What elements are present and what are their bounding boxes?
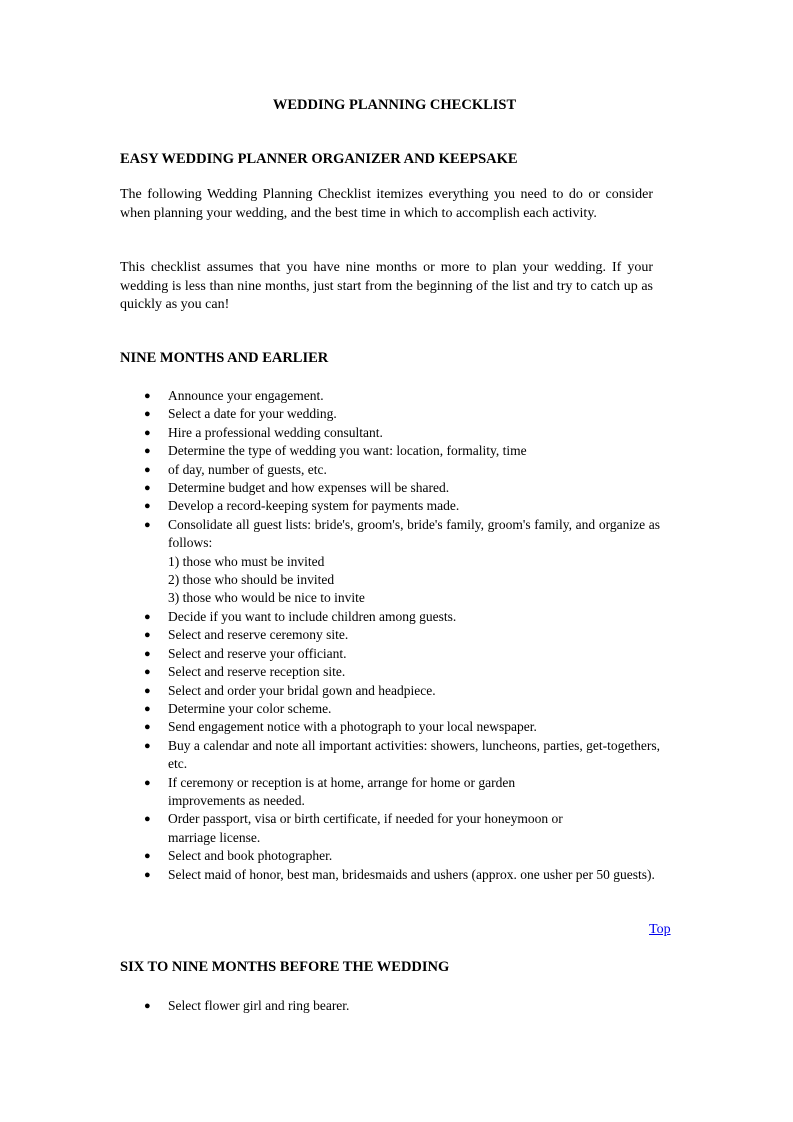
checklist-item <box>120 866 660 884</box>
checklist-item-text: Select and reserve reception site. <box>168 664 346 680</box>
bullet-icon: ● <box>144 702 151 715</box>
checklist-item <box>120 682 660 700</box>
bullet-icon: ● <box>144 721 151 734</box>
section-heading-six-to-nine-months: SIX TO NINE MONTHS BEFORE THE WEDDING <box>120 959 450 975</box>
checklist-item <box>120 997 660 1015</box>
checklist-item-text: Determine the type of wedding you want: location, formality, time <box>168 443 527 459</box>
checklist-nine-months <box>120 387 660 884</box>
checklist-item <box>120 810 660 847</box>
checklist-item <box>120 442 660 460</box>
checklist-item-text: Send engagement notice with a photograph to your local newspaper. <box>168 719 537 735</box>
bullet-icon: ● <box>144 518 151 531</box>
checklist-item-text: Select and book photographer. <box>168 848 333 864</box>
checklist-item <box>120 608 660 626</box>
bullet-icon: ● <box>144 739 151 752</box>
checklist-item <box>120 847 660 865</box>
checklist-item-text: marriage license. <box>168 829 261 845</box>
bullet-icon: ● <box>144 850 151 863</box>
checklist-item <box>120 663 660 681</box>
bullet-icon: ● <box>144 629 151 642</box>
bullet-icon: ● <box>144 868 151 881</box>
checklist-item-text: Consolidate all guest lists: bride's, groom's, bride's family, groom's family, and organize as follows: <box>168 516 660 551</box>
bullet-icon: ● <box>144 813 151 826</box>
bullet-icon: ● <box>144 776 151 789</box>
checklist-item <box>120 626 660 644</box>
checklist-six-to-nine-months <box>120 997 660 1015</box>
checklist-item-text: 2) those who should be invited <box>168 572 335 588</box>
bullet-icon: ● <box>144 408 151 421</box>
bullet-icon: ● <box>144 647 151 660</box>
checklist-item <box>120 737 660 774</box>
checklist-item <box>120 645 660 663</box>
document-subtitle: EASY WEDDING PLANNER ORGANIZER AND KEEPSAKE <box>120 151 518 167</box>
intro-paragraph-1 <box>120 186 653 223</box>
checklist-item-text: Determine your color scheme. <box>168 700 332 716</box>
checklist-item-text: Select and reserve ceremony site. <box>168 627 349 643</box>
checklist-item-text: Select a date for your wedding. <box>168 406 337 422</box>
bullet-icon: ● <box>144 684 151 697</box>
bullet-icon: ● <box>144 445 151 458</box>
bullet-icon: ● <box>144 610 151 623</box>
bullet-icon: ● <box>144 482 151 495</box>
checklist-item <box>120 479 660 497</box>
bullet-icon: ● <box>144 463 151 476</box>
document-title: WEDDING PLANNING CHECKLIST <box>272 97 517 113</box>
checklist-item-text: Buy a calendar and note all important activities: showers, luncheons, parties, get-togethers, etc. <box>168 737 660 772</box>
checklist-item-text: Determine budget and how expenses will be shared. <box>168 480 450 496</box>
checklist-item-text: Order passport, visa or birth certificate, if needed for your honeymoon or <box>168 811 563 827</box>
checklist-item <box>120 461 660 479</box>
intro-paragraph-2-text: This checklist assumes that you have nine months or more to plan your wedding. If your wedding is less than nine months, just start from the beginning of the list and try to catch up as quickly as you can! <box>120 260 653 312</box>
checklist-item <box>120 424 660 442</box>
checklist-item-text: improvements as needed. <box>168 792 305 808</box>
checklist-item-text: Select maid of honor, best man, bridesmaids and ushers (approx. one usher per 50 guests). <box>168 866 655 882</box>
intro-paragraph-1-text: The following Wedding Planning Checklist itemizes everything you need to do or consider when planning your wedding, and the best time in which to accomplish each activity. <box>120 187 653 221</box>
bullet-icon: ● <box>144 390 151 402</box>
bullet-icon: ● <box>144 500 151 513</box>
checklist-item-text: Decide if you want to include children among guests. <box>168 608 457 624</box>
top-link[interactable]: Top <box>649 922 671 937</box>
checklist-item <box>120 516 660 608</box>
bullet-icon: ● <box>144 666 151 679</box>
checklist-item-text: Select and order your bridal gown and headpiece. <box>168 682 436 698</box>
checklist-item <box>120 718 660 736</box>
checklist-item-text: Hire a professional wedding consultant. <box>168 424 383 440</box>
checklist-item-text: If ceremony or reception is at home, arrange for home or garden <box>168 774 516 790</box>
checklist-item-text: Announce your engagement. <box>168 388 324 403</box>
section-heading-nine-months: NINE MONTHS AND EARLIER <box>120 350 329 366</box>
checklist-item-text: 3) those who would be nice to invite <box>168 590 365 606</box>
checklist-item-text: Develop a record-keeping system for payments made. <box>168 498 460 514</box>
checklist-item <box>120 405 660 423</box>
checklist-item <box>120 700 660 718</box>
checklist-item-text: Select flower girl and ring bearer. <box>168 998 350 1013</box>
checklist-item-text: Select and reserve your officiant. <box>168 645 347 661</box>
intro-paragraph-2 <box>120 259 653 315</box>
checklist-item-text: of day, number of guests, etc. <box>168 461 327 477</box>
checklist-item-text: 1) those who must be invited <box>168 553 325 569</box>
bullet-icon: ● <box>144 1000 151 1012</box>
checklist-item <box>120 387 660 405</box>
checklist-item <box>120 497 660 515</box>
bullet-icon: ● <box>144 426 151 439</box>
checklist-item <box>120 774 660 811</box>
